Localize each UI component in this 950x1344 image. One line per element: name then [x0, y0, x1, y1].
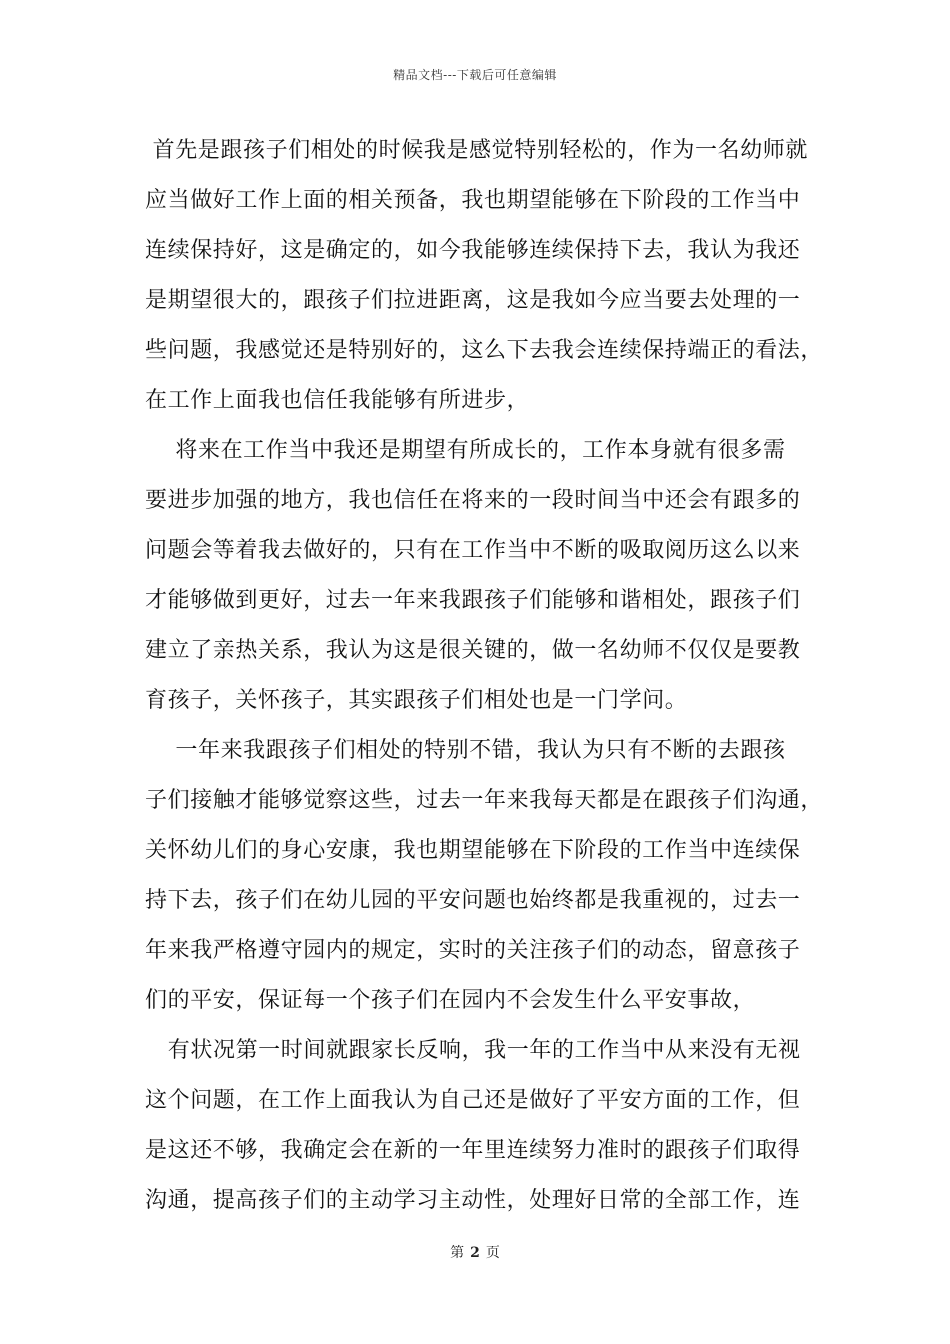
text-line: 建立了亲热关系，我认为这是很关键的，做一名幼师不仅仅是要教 [145, 638, 801, 663]
page-number-footer [0, 1242, 950, 1262]
document-body [145, 132, 825, 1232]
text-line: 子们接触才能够觉察这些，过去一年来我每天都是在跟孩子们沟通， [145, 788, 824, 813]
page-number: 2 [470, 1245, 480, 1261]
text-line: 要进步加强的地方，我也信任在将来的一段时间当中还会有跟多的 [145, 488, 801, 513]
text-line: 些问题，我感觉还是特别好的，这么下去我会连续保持端正的看法， [145, 338, 824, 363]
page-suffix: 页 [485, 1245, 500, 1261]
text-line: 一年来我跟孩子们相处的特别不错，我认为只有不断的去跟孩 [145, 738, 786, 763]
text-line: 将来在工作当中我还是期望有所成长的，工作本身就有很多需 [145, 438, 786, 463]
text-line: 这个问题，在工作上面我认为自己还是做好了平安方面的工作，但 [145, 1088, 801, 1113]
text-line: 是这还不够，我确定会在新的一年里连续努力准时的跟孩子们取得 [145, 1138, 801, 1163]
page-header [0, 66, 950, 83]
text-line: 是期望很大的，跟孩子们拉进距离，这是我如今应当要去处理的一 [145, 288, 801, 313]
text-line: 沟通，提高孩子们的主动学习主动性，处理好日常的全部工作，连 [145, 1188, 801, 1213]
text-line: 才能够做到更好，过去一年来我跟孩子们能够和谐相处，跟孩子们 [145, 588, 801, 613]
text-line: 持下去，孩子们在幼儿园的平安问题也始终都是我重视的，过去一 [145, 888, 801, 913]
text-line: 育孩子，关怀孩子，其实跟孩子们相处也是一门学问。 [145, 688, 688, 713]
page-prefix: 第 [450, 1245, 465, 1261]
text-line: 连续保持好，这是确定的，如今我能够连续保持下去，我认为我还 [145, 238, 801, 263]
text-line: 们的平安，保证每一个孩子们在园内不会发生什么平安事故， [145, 988, 756, 1013]
text-line: 关怀幼儿们的身心安康，我也期望能够在下阶段的工作当中连续保 [145, 838, 801, 863]
text-line: 应当做好工作上面的相关预备，我也期望能够在下阶段的工作当中 [145, 188, 801, 213]
text-line: 有状况第一时间就跟家长反响，我一年的工作当中从来没有无视 [145, 1038, 801, 1063]
header-text: 精品文档---下载后可任意编辑 [393, 68, 557, 82]
text-line: 问题会等着我去做好的，只有在工作当中不断的吸取阅历这么以来 [145, 538, 801, 563]
text-line: 在工作上面我也信任我能够有所进步， [145, 388, 530, 413]
text-line: 首先是跟孩子们相处的时候我是感觉特别轻松的，作为一名幼师就 [145, 138, 808, 163]
text-line: 年来我严格遵守园内的规定，实时的关注孩子们的动态，留意孩子 [145, 938, 801, 963]
